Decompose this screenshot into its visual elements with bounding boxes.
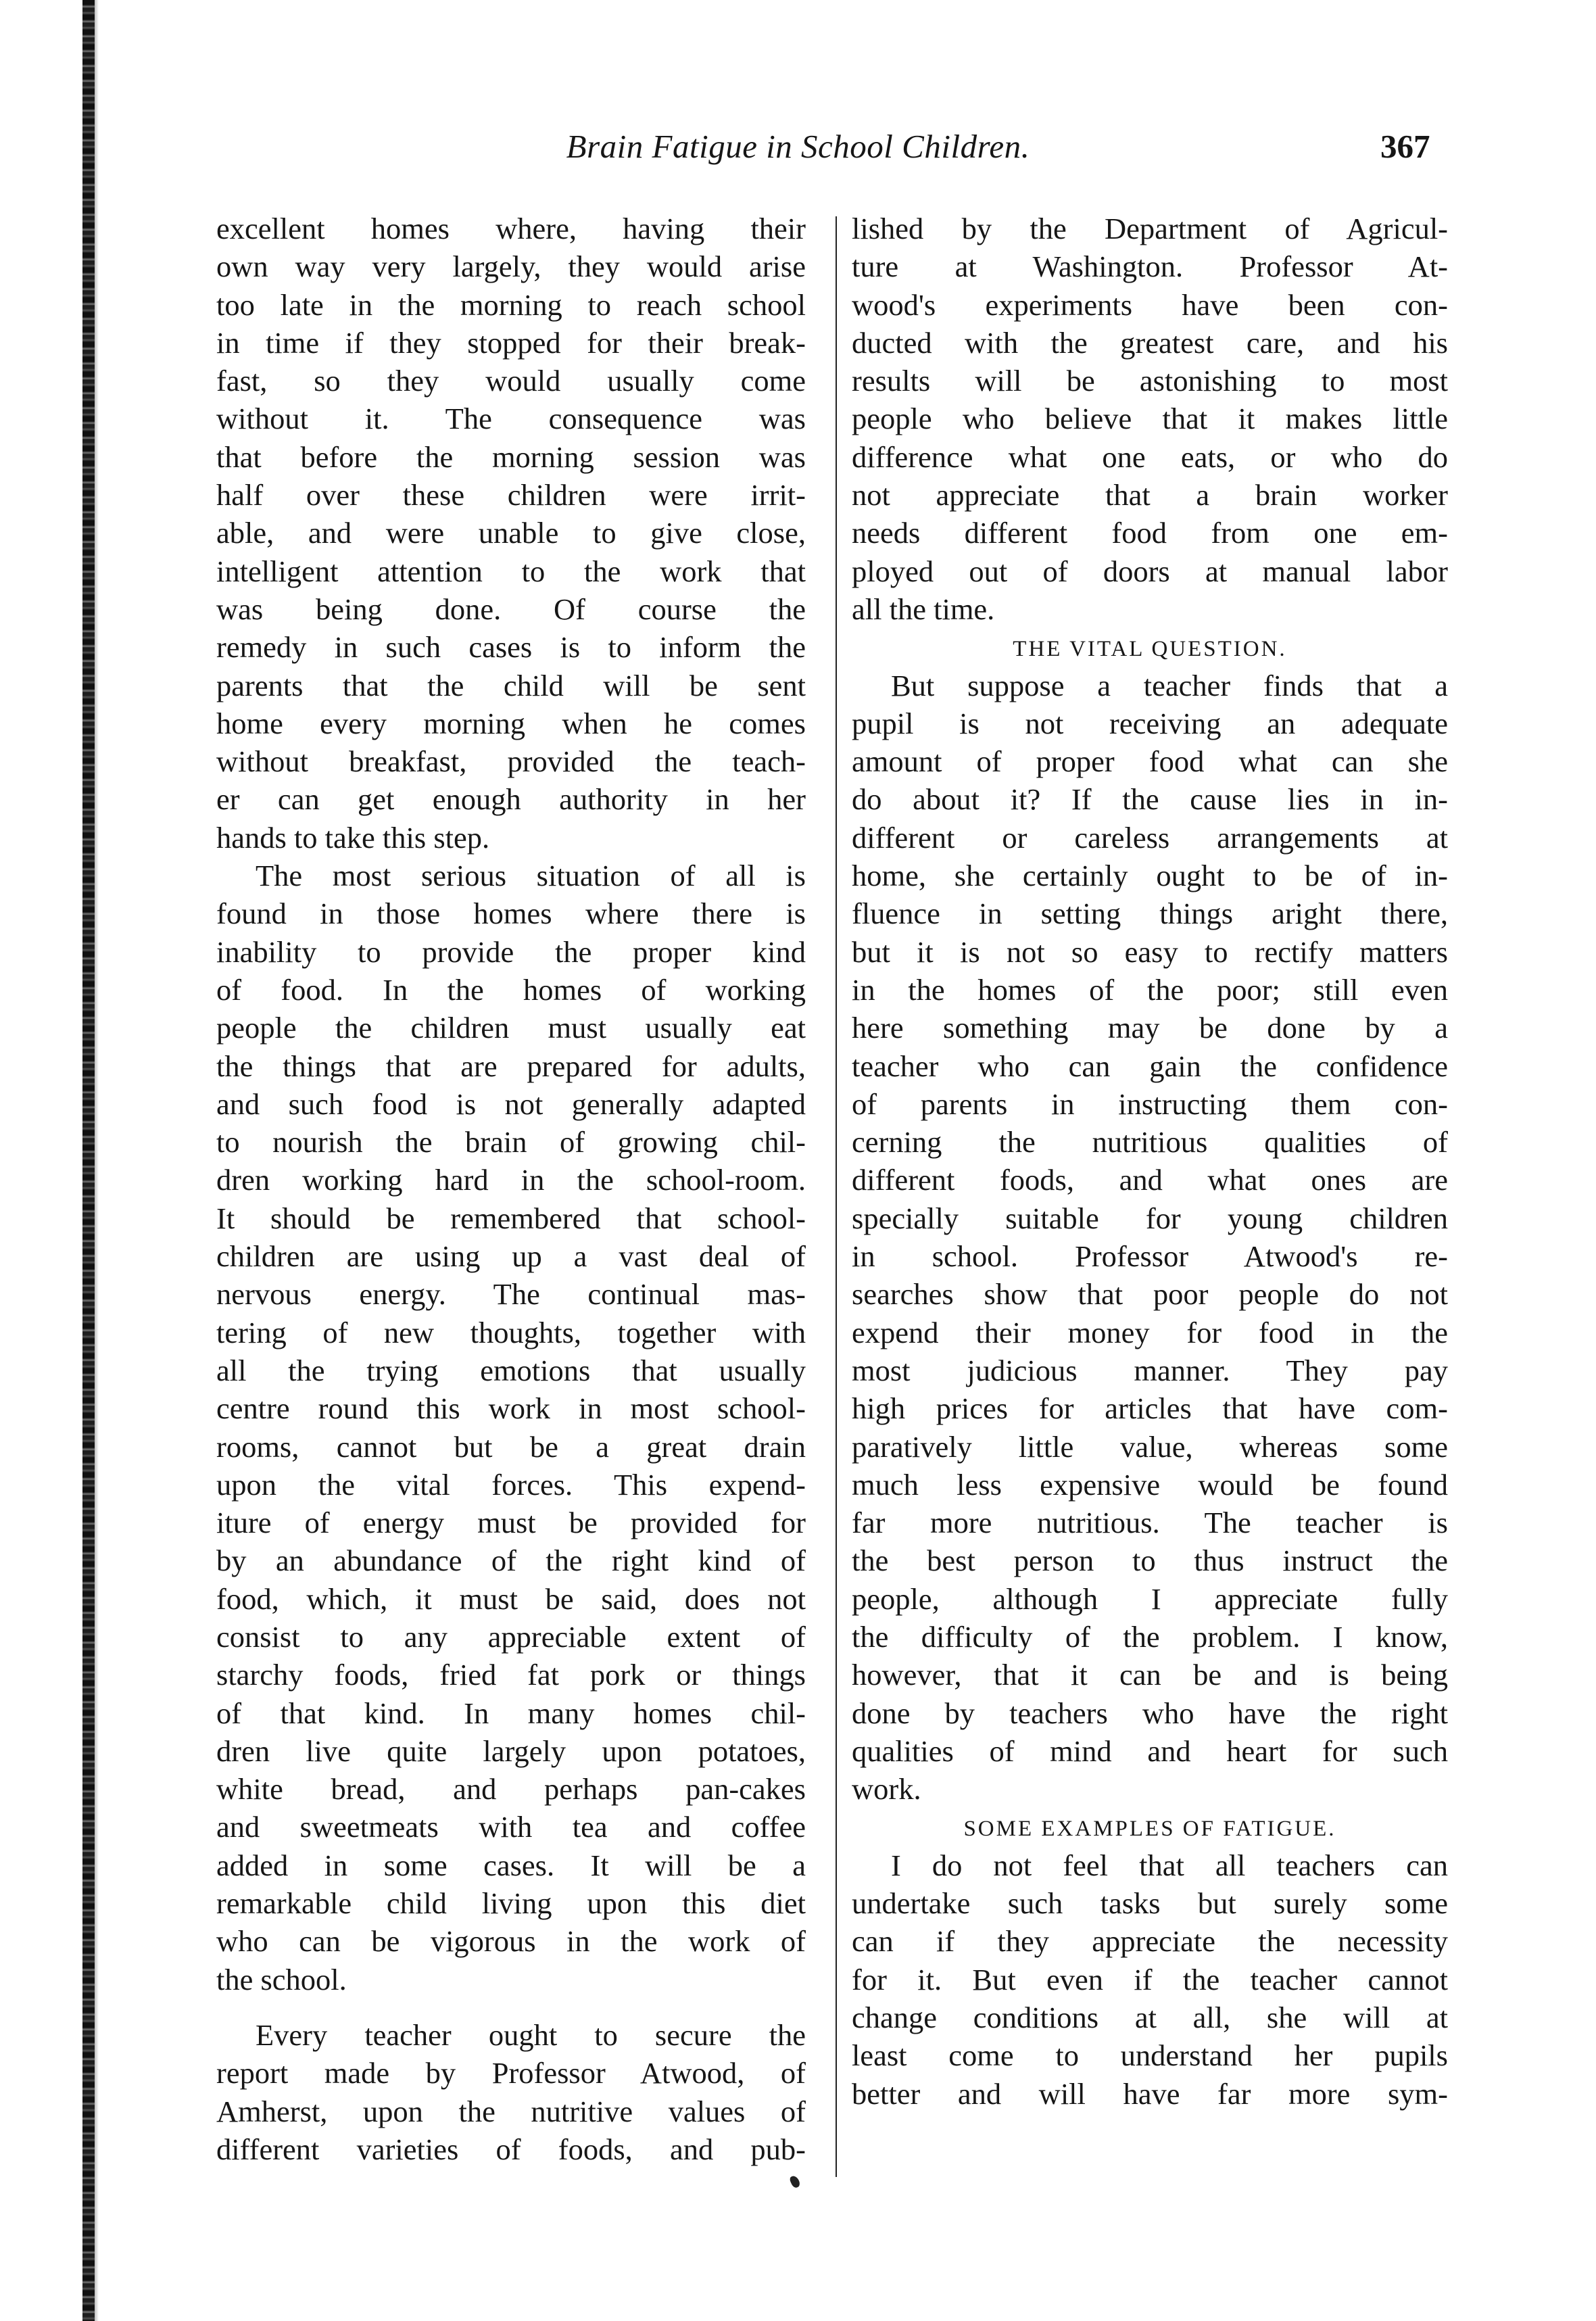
text-line: pupil is not receiving an adequate — [852, 706, 1448, 740]
text-line: fluence in setting things aright there, — [852, 896, 1448, 931]
text-line: tering of new thoughts, together with — [216, 1315, 806, 1349]
text-line: upon the vital forces. This expend- — [216, 1467, 806, 1502]
text-line: in the homes of the poor; still even — [852, 972, 1448, 1007]
text-line: paratively little value, whereas some — [852, 1429, 1448, 1464]
text-line: difference what one eats, or who do — [852, 439, 1448, 474]
text-line: people, although I appreciate fully — [852, 1581, 1448, 1616]
text-line: remedy in such cases is to inform the — [216, 630, 806, 665]
text-line: Amherst, upon the nutritive values of — [216, 2094, 806, 2128]
text-line: not appreciate that a brain worker — [852, 478, 1448, 512]
text-line: dren live quite largely upon potatoes, — [216, 1733, 806, 1768]
text-line: excellent homes where, having their — [216, 212, 806, 245]
text-line: cerning the nutritious qualities of — [852, 1125, 1448, 1159]
text-line: of that kind. In many homes chil- — [216, 1696, 806, 1730]
printer-ornament — [789, 2174, 801, 2188]
text-line: work. — [852, 1772, 921, 1806]
text-line: The most serious situation of all is — [256, 859, 806, 893]
text-line: the school. — [216, 1962, 347, 1996]
text-line: of parents in instructing them con- — [852, 1086, 1448, 1121]
text-line: undertake such tasks but surely some — [852, 1886, 1448, 1921]
text-line: home, she certainly ought to be of in- — [852, 859, 1448, 893]
text-line: able, and were unable to give close, — [216, 516, 806, 550]
text-line: least come to understand her pupils — [852, 2038, 1448, 2073]
text-line: ducted with the greatest care, and his — [852, 325, 1448, 360]
text-line: who can be vigorous in the work of — [216, 1924, 806, 1959]
text-line: most judicious manner. They pay — [852, 1353, 1448, 1387]
book-binding-edge — [82, 0, 95, 2321]
text-line: qualities of mind and heart for such — [852, 1733, 1448, 1768]
text-line: high prices for articles that have com- — [852, 1391, 1448, 1426]
text-line: amount of proper food what can she — [852, 744, 1448, 779]
text-line: much less expensive would be found — [852, 1467, 1448, 1502]
text-line: food, which, it must be said, does not — [216, 1581, 806, 1616]
text-line: all the trying emotions that usually — [216, 1353, 806, 1387]
text-line: nervous energy. The continual mas- — [216, 1277, 806, 1312]
text-line: all the time. — [852, 592, 995, 626]
text-line: needs different food from one em- — [852, 516, 1448, 550]
text-line: consist to any appreciable extent of — [216, 1619, 806, 1654]
text-line: too late in the morning to reach school — [216, 287, 806, 322]
text-line: It should be remembered that school- — [216, 1201, 806, 1235]
text-line: results will be astonishing to most — [852, 364, 1448, 398]
text-line: But suppose a teacher finds that a — [891, 668, 1448, 702]
text-line: of food. In the homes of working — [216, 972, 806, 1007]
text-line: without it. The consequence was — [216, 402, 806, 436]
text-line: far more nutritious. The teacher is — [852, 1506, 1448, 1540]
text-line: home every morning when he comes — [216, 706, 806, 740]
text-line: wood's experiments have been con- — [852, 287, 1448, 322]
text-line: here something may be done by a — [852, 1011, 1448, 1045]
text-line: Every teacher ought to secure the — [256, 2017, 806, 2052]
right-text-column — [852, 210, 1448, 2113]
text-line: and such food is not generally adapted — [216, 1086, 806, 1121]
text-line: do about it? If the cause lies in in- — [852, 782, 1448, 817]
text-line: expend their money for food in the — [852, 1315, 1448, 1349]
text-line: that before the morning session was — [216, 439, 806, 474]
text-line: teacher who can gain the confidence — [852, 1049, 1448, 1083]
text-line: the difficulty of the problem. I know, — [852, 1619, 1448, 1654]
section-heading: THE VITAL QUESTION. — [1013, 637, 1287, 662]
text-line: but it is not so easy to rectify matters — [852, 934, 1448, 969]
text-line: the best person to thus instruct the — [852, 1544, 1448, 1578]
text-line: white bread, and perhaps pan-cakes — [216, 1772, 806, 1806]
text-line: own way very largely, they would arise — [216, 249, 806, 284]
text-line: in time if they stopped for their break- — [216, 325, 806, 360]
text-line: different or careless arrangements at — [852, 820, 1448, 855]
text-line: by an abundance of the right kind of — [216, 1544, 806, 1578]
text-line: report made by Professor Atwood, of — [216, 2056, 806, 2090]
text-line: inability to provide the proper kind — [216, 934, 806, 969]
text-line: dren working hard in the school-room. — [216, 1163, 806, 1197]
text-line: found in those homes where there is — [216, 896, 806, 931]
text-line: however, that it can be and is being — [852, 1658, 1448, 1692]
text-line: children are using up a vast deal of — [216, 1239, 806, 1274]
paragraph-gap — [216, 1999, 806, 2016]
running-head — [0, 127, 1596, 174]
text-line: centre round this work in most school- — [216, 1391, 806, 1426]
text-line: remarkable child living upon this diet — [216, 1886, 806, 1921]
text-line: ture at Washington. Professor At- — [852, 249, 1448, 284]
text-line: the things that are prepared for adults, — [216, 1049, 806, 1083]
text-line: er can get enough authority in her — [216, 782, 806, 817]
text-line: people the children must usually eat — [216, 1011, 806, 1045]
text-line: better and will have far more sym- — [852, 2076, 1448, 2111]
text-line: change conditions at all, she will at — [852, 2000, 1448, 2034]
left-text-column — [216, 210, 806, 2168]
text-line: different varieties of foods, and pub- — [216, 2132, 806, 2166]
text-line: hands to take this step. — [216, 820, 490, 855]
text-line: and sweetmeats with tea and coffee — [216, 1810, 806, 1844]
text-line: fast, so they would usually come — [216, 364, 806, 398]
text-line: rooms, cannot but be a great drain — [216, 1429, 806, 1464]
text-line: added in some cases. It will be a — [216, 1848, 806, 1882]
text-line: lished by the Department of Agricul- — [852, 212, 1448, 245]
text-line: without breakfast, provided the teach- — [216, 744, 806, 779]
text-line: parents that the child will be sent — [216, 668, 806, 702]
text-line: was being done. Of course the — [216, 592, 806, 626]
binding-shadow — [95, 0, 99, 2321]
text-line: ployed out of doors at manual labor — [852, 554, 1448, 588]
text-line: to nourish the brain of growing chil- — [216, 1125, 806, 1159]
text-line: iture of energy must be provided for — [216, 1506, 806, 1540]
text-line: half over these children were irrit- — [216, 478, 806, 512]
text-line: done by teachers who have the right — [852, 1696, 1448, 1730]
text-line: in school. Professor Atwood's re- — [852, 1239, 1448, 1274]
column-divider — [836, 216, 837, 2177]
text-line: searches show that poor people do not — [852, 1277, 1448, 1312]
text-line: people who believe that it makes little — [852, 402, 1448, 436]
page-number: 367 — [1380, 128, 1430, 165]
text-line: I do not feel that all teachers can — [891, 1848, 1448, 1882]
text-line: intelligent attention to the work that — [216, 554, 806, 588]
text-line: starchy foods, fried fat pork or things — [216, 1658, 806, 1692]
text-line: for it. But even if the teacher cannot — [852, 1962, 1448, 1996]
section-heading: SOME EXAMPLES OF FATIGUE. — [963, 1817, 1336, 1842]
text-line: specially suitable for young children — [852, 1201, 1448, 1235]
text-line: can if they appreciate the necessity — [852, 1924, 1448, 1959]
text-line: different foods, and what ones are — [852, 1163, 1448, 1197]
running-title: Brain Fatigue in School Children. — [566, 128, 1030, 165]
